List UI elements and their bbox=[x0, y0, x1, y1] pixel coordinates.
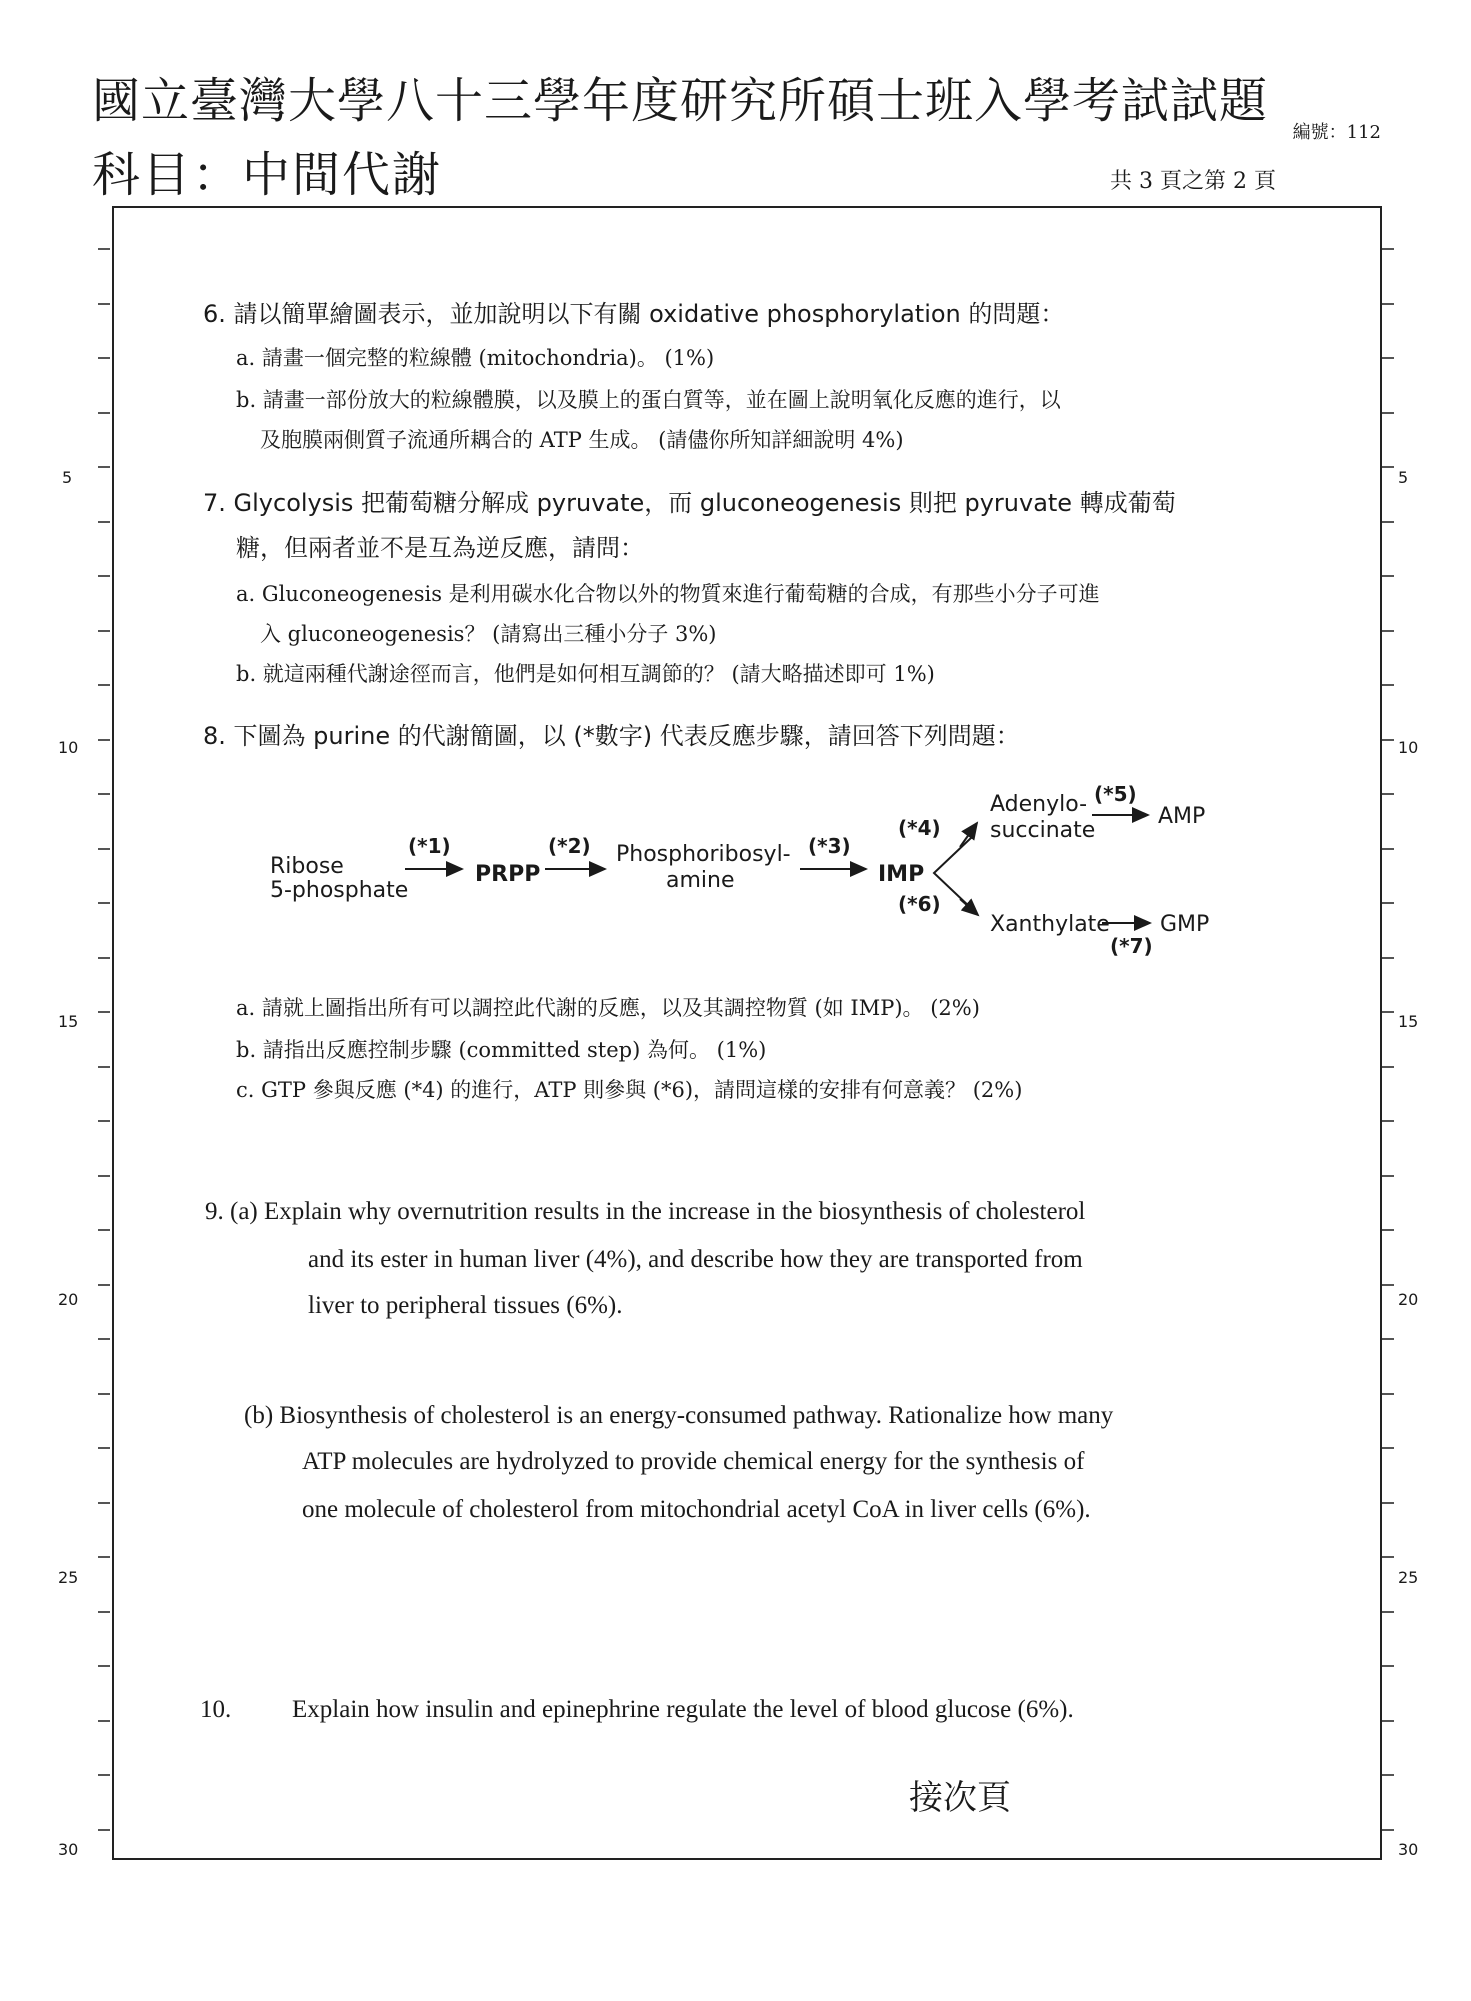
adenylo-label: Adenylo- bbox=[990, 792, 1088, 817]
margin-number-right-10: 10 bbox=[1398, 738, 1419, 757]
step-3-label: (*3) bbox=[808, 834, 851, 858]
q7-stem-line1: 7. Glycolysis 把葡萄糖分解成 pyruvate，而 gluconeogenesis 則把 pyruvate 轉成葡萄 bbox=[203, 489, 1176, 517]
step-6-label: (*6) bbox=[898, 892, 941, 916]
step-4-label: (*4) bbox=[898, 816, 941, 840]
step-6-arrow bbox=[960, 899, 978, 915]
margin-tick bbox=[98, 303, 110, 305]
prpp-label: PRPP bbox=[475, 862, 541, 887]
q6-part-b-line1: b. 請畫一部份放大的粒線體膜，以及膜上的蛋白質等，並在圖上說明氧化反應的進行，以 bbox=[236, 388, 1061, 412]
margin-tick bbox=[98, 1720, 110, 1722]
margin-tick bbox=[1382, 739, 1394, 741]
margin-tick bbox=[1382, 1611, 1394, 1613]
amp-label: AMP bbox=[1158, 804, 1206, 829]
margin-tick bbox=[1382, 1774, 1394, 1776]
margin-tick bbox=[1382, 1066, 1394, 1068]
margin-number-right-25: 25 bbox=[1398, 1568, 1419, 1587]
margin-tick bbox=[98, 412, 110, 414]
ribose-label: Ribose bbox=[270, 854, 344, 879]
margin-tick bbox=[1382, 412, 1394, 414]
margin-tick bbox=[1382, 1011, 1394, 1013]
q8-part-a: a. 請就上圖指出所有可以調控此代謝的反應，以及其調控物質 (如 IMP)。 (2%) bbox=[236, 996, 980, 1020]
q7-part-a-line2: 入 gluconeogenesis？ (請寫出三種小分子 3%) bbox=[260, 622, 717, 646]
margin-number-right-15: 15 bbox=[1398, 1012, 1419, 1031]
margin-tick bbox=[1382, 1502, 1394, 1504]
margin-tick bbox=[98, 1011, 110, 1013]
margin-tick bbox=[98, 521, 110, 523]
margin-tick bbox=[98, 1284, 110, 1286]
margin-tick bbox=[98, 739, 110, 741]
margin-tick bbox=[1382, 1829, 1394, 1831]
q8-part-b: b. 請指出反應控制步驟 (committed step) 為何。 (1%) bbox=[236, 1038, 767, 1062]
q7-part-a-line1: a. Gluconeogenesis 是利用碳水化合物以外的物質來進行葡萄糖的合成，有那些小分子可進 bbox=[236, 582, 1100, 606]
margin-tick bbox=[98, 575, 110, 577]
margin-tick bbox=[1382, 248, 1394, 250]
page-info: 共 3 頁之第 2 頁 bbox=[1110, 169, 1276, 194]
succinate-label: succinate bbox=[990, 818, 1096, 843]
margin-number-left-15: 15 bbox=[58, 1012, 79, 1031]
margin-tick bbox=[98, 357, 110, 359]
margin-tick bbox=[1382, 303, 1394, 305]
margin-tick bbox=[1382, 357, 1394, 359]
q6-stem: 6. 請以簡單繪圖表示，並加說明以下有關 oxidative phosphorylation 的問題： bbox=[203, 300, 1065, 328]
q6-part-a: a. 請畫一個完整的粒線體 (mitochondria)。 (1%) bbox=[236, 346, 715, 370]
margin-tick bbox=[98, 630, 110, 632]
margin-tick bbox=[98, 684, 110, 686]
step-4-arrow bbox=[960, 823, 977, 847]
margin-number-left-20: 20 bbox=[58, 1290, 79, 1309]
margin-tick bbox=[98, 957, 110, 959]
margin-tick bbox=[98, 1665, 110, 1667]
amine-label: amine bbox=[666, 868, 735, 893]
step-2-label: (*2) bbox=[548, 834, 591, 858]
margin-tick bbox=[1382, 1556, 1394, 1558]
margin-tick bbox=[98, 1611, 110, 1613]
margin-number-right-5: 5 bbox=[1398, 468, 1409, 487]
margin-number-left-10: 10 bbox=[58, 738, 79, 757]
margin-tick bbox=[1382, 793, 1394, 795]
margin-tick bbox=[98, 1120, 110, 1122]
margin-number-left-25: 25 bbox=[58, 1568, 79, 1587]
q10-text: Explain how insulin and epinephrine regulate the level of blood glucose (6%). bbox=[292, 1696, 1074, 1723]
q8-part-c: c. GTP 參與反應 (*4) 的進行，ATP 則參與 (*6)，請問這樣的安排有何意義？ (2%) bbox=[236, 1078, 1023, 1102]
phosphoribosyl-label: Phosphoribosyl- bbox=[616, 842, 791, 867]
margin-tick bbox=[1382, 630, 1394, 632]
margin-tick bbox=[1382, 957, 1394, 959]
margin-tick bbox=[1382, 902, 1394, 904]
margin-tick bbox=[98, 848, 110, 850]
ribose-phosphate-label: 5-phosphate bbox=[270, 878, 409, 903]
step-7-label: (*7) bbox=[1110, 934, 1153, 958]
margin-tick bbox=[1382, 1229, 1394, 1231]
margin-number-right-30: 30 bbox=[1398, 1840, 1419, 1859]
margin-tick bbox=[98, 466, 110, 468]
continue-next-page-label: 接次頁 bbox=[909, 1778, 1011, 1818]
margin-tick bbox=[1382, 684, 1394, 686]
margin-tick bbox=[1382, 521, 1394, 523]
xanthylate-label: Xanthylate bbox=[990, 912, 1110, 937]
q6-part-b-line2: 及胞膜兩側質子流通所耦合的 ATP 生成。 (請儘你所知詳細說明 4%) bbox=[260, 428, 904, 452]
q9-part-a-line1: 9. (a) Explain why overnutrition results in the increase in the biosynthesis of cholesterol bbox=[205, 1198, 1086, 1225]
margin-tick bbox=[1382, 1175, 1394, 1177]
margin-tick bbox=[1382, 1447, 1394, 1449]
q7-stem-line2: 糖，但兩者並不是互為逆反應，請問： bbox=[236, 534, 644, 562]
margin-tick bbox=[98, 1556, 110, 1558]
purine-pathway-diagram bbox=[260, 775, 1280, 965]
margin-number-left-5: 5 bbox=[62, 468, 73, 487]
margin-tick bbox=[1382, 1665, 1394, 1667]
q7-part-b: b. 就這兩種代謝途徑而言，他們是如何相互調節的？ (請大略描述即可 1%) bbox=[236, 662, 935, 686]
margin-tick bbox=[98, 1502, 110, 1504]
step-1-label: (*1) bbox=[408, 834, 451, 858]
q9-part-b-line3: one molecule of cholesterol from mitochondrial acetyl CoA in liver cells (6%). bbox=[302, 1496, 1091, 1523]
answer-frame bbox=[112, 206, 1382, 1860]
margin-tick bbox=[98, 1066, 110, 1068]
serial-number: 編號：112 bbox=[1292, 122, 1381, 143]
margin-tick bbox=[98, 902, 110, 904]
margin-number-right-20: 20 bbox=[1398, 1290, 1419, 1309]
margin-tick bbox=[98, 1829, 110, 1831]
margin-tick bbox=[1382, 848, 1394, 850]
margin-tick bbox=[1382, 466, 1394, 468]
exam-subject: 科目：中間代謝 bbox=[92, 147, 443, 203]
margin-tick bbox=[1382, 1284, 1394, 1286]
margin-tick bbox=[1382, 575, 1394, 577]
margin-tick bbox=[98, 1175, 110, 1177]
margin-tick bbox=[1382, 1120, 1394, 1122]
q9-part-b-line2: ATP molecules are hydrolyzed to provide chemical energy for the synthesis of bbox=[302, 1448, 1085, 1475]
margin-tick bbox=[98, 248, 110, 250]
q8-stem: 8. 下圖為 purine 的代謝簡圖，以 (*數字) 代表反應步驟，請回答下列問題： bbox=[203, 722, 1020, 750]
q9-part-a-line3: liver to peripheral tissues (6%). bbox=[308, 1292, 623, 1319]
margin-tick bbox=[1382, 1720, 1394, 1722]
margin-tick bbox=[98, 1447, 110, 1449]
margin-tick bbox=[1382, 1393, 1394, 1395]
margin-tick bbox=[1382, 1338, 1394, 1340]
margin-number-left-30: 30 bbox=[58, 1840, 79, 1859]
margin-tick bbox=[98, 1393, 110, 1395]
margin-tick bbox=[98, 1774, 110, 1776]
q9-part-b-line1: (b) Biosynthesis of cholesterol is an energy-consumed pathway. Rationalize how many bbox=[244, 1402, 1114, 1429]
imp-label: IMP bbox=[878, 862, 925, 887]
q10-number: 10. bbox=[200, 1696, 232, 1723]
margin-tick bbox=[98, 1229, 110, 1231]
step-5-label: (*5) bbox=[1094, 782, 1137, 806]
gmp-label: GMP bbox=[1160, 912, 1210, 937]
q9-part-a-line2: and its ester in human liver (4%), and describe how they are transported from bbox=[308, 1246, 1083, 1273]
exam-title: 國立臺灣大學八十三學年度研究所碩士班入學考試試題 bbox=[92, 73, 1269, 129]
margin-tick bbox=[98, 793, 110, 795]
margin-tick bbox=[98, 1338, 110, 1340]
